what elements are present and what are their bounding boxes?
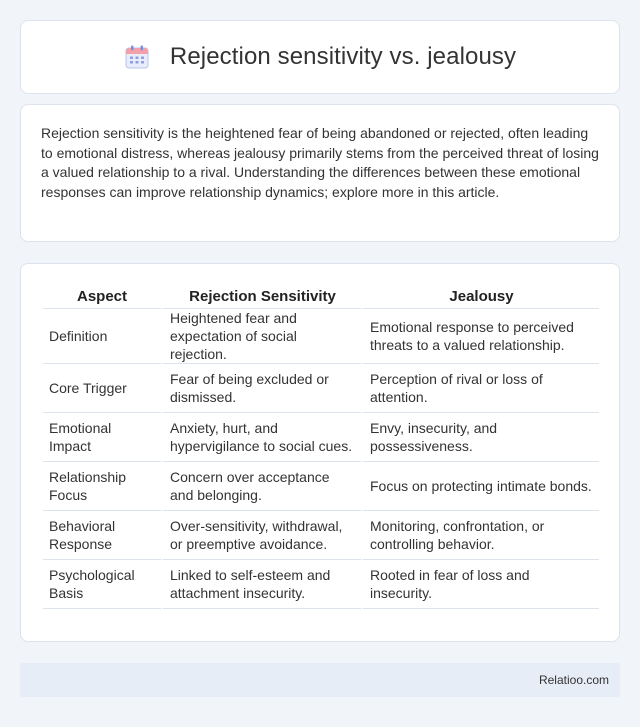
cell-jealousy: Monitoring, confrontation, or controlling behavior. (361, 511, 599, 560)
cell-aspect: Core Trigger (43, 364, 161, 413)
cell-rejection-sensitivity: Linked to self-esteem and attachment insecurity. (161, 560, 361, 609)
cell-jealousy: Envy, insecurity, and possessiveness. (361, 413, 599, 462)
cell-aspect: Behavioral Response (43, 511, 161, 560)
cell-jealousy: Emotional response to perceived threats to a valued relationship. (361, 309, 599, 364)
table-row (43, 560, 599, 609)
intro-card (20, 104, 620, 242)
calendar-icon (124, 44, 150, 70)
cell-rejection-sensitivity: Anxiety, hurt, and hypervigilance to social cues. (161, 413, 361, 462)
table-row (43, 364, 599, 413)
cell-rejection-sensitivity: Concern over acceptance and belonging. (161, 462, 361, 511)
cell-jealousy: Rooted in fear of loss and insecurity. (361, 560, 599, 609)
table-row (43, 511, 599, 560)
cell-aspect: Emotional Impact (43, 413, 161, 462)
intro-text: Rejection sensitivity is the heightened fear of being abandoned or rejected, often leading to emotional distress, whereas jealousy primarily stems from the perceived threat of losing a valued relationship to a rival. Understanding the differences between these emotional responses can improve relationship dynamics; explore more in this article. (41, 125, 599, 200)
cell-jealousy: Perception of rival or loss of attention. (361, 364, 599, 413)
comparison-table (43, 282, 599, 609)
cell-jealousy: Focus on protecting intimate bonds. (361, 462, 599, 511)
table-header-row (43, 282, 599, 309)
cell-rejection-sensitivity: Heightened fear and expectation of social rejection. (161, 309, 361, 364)
column-header-aspect: Aspect (43, 282, 161, 309)
column-header-rejection-sensitivity: Rejection Sensitivity (161, 282, 361, 309)
table-row (43, 413, 599, 462)
header (124, 43, 516, 71)
table-row (43, 309, 599, 364)
cell-aspect: Definition (43, 309, 161, 364)
table-row (43, 462, 599, 511)
cell-rejection-sensitivity: Fear of being excluded or dismissed. (161, 364, 361, 413)
header-card (20, 20, 620, 94)
comparison-table-card (20, 263, 620, 642)
column-header-jealousy: Jealousy (361, 282, 599, 309)
cell-aspect: Psychological Basis (43, 560, 161, 609)
page-title: Rejection sensitivity vs. jealousy (169, 43, 517, 70)
cell-rejection-sensitivity: Over-sensitivity, withdrawal, or preemptive avoidance. (161, 511, 361, 560)
cell-aspect: Relationship Focus (43, 462, 161, 511)
footer (20, 663, 620, 697)
footer-site-link[interactable]: Relatioo.com (538, 673, 609, 687)
